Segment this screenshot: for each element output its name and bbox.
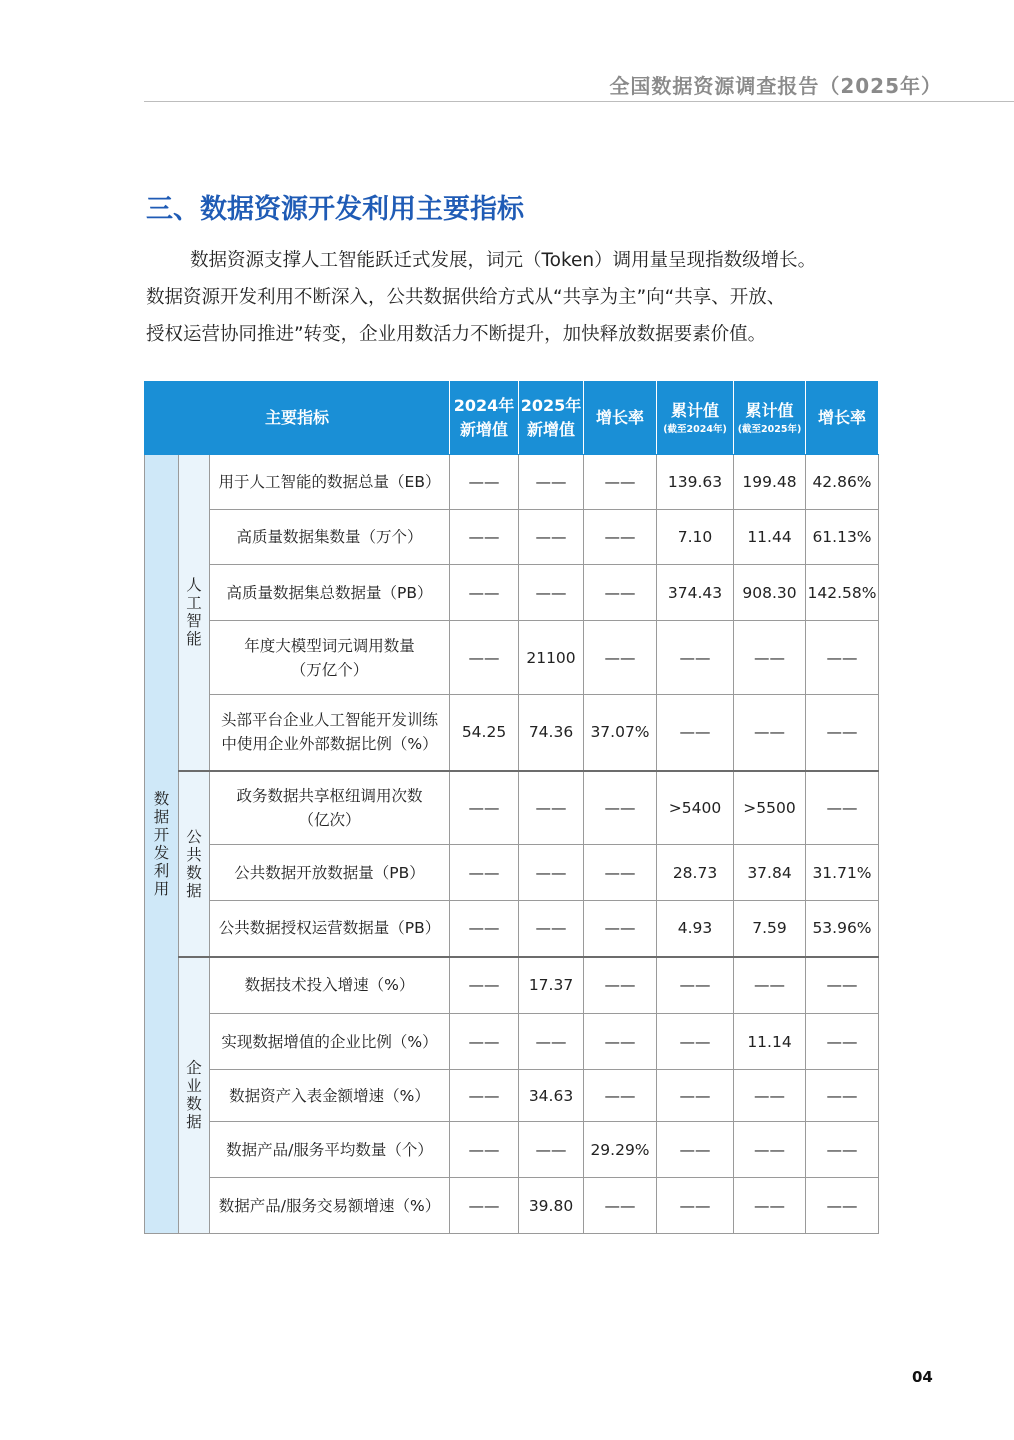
intro-line-2: 数据资源开发利用不断深入，公共数据供给方式从“共享为主”向“共享、开放、 (146, 287, 786, 308)
cell-growth-1: —— (584, 771, 657, 845)
cell-growth-1: —— (584, 455, 657, 510)
cell-cum-2025: 37.84 (734, 845, 806, 901)
cell-2024-new: —— (450, 565, 519, 621)
cell-2024-new: —— (450, 771, 519, 845)
table-row (145, 1178, 879, 1234)
cell-growth-1: —— (584, 1178, 657, 1234)
table-row (145, 565, 879, 621)
cell-cum-2024: 28.73 (657, 845, 734, 901)
cell-growth-1: 37.07% (584, 695, 657, 771)
header-2025-new (519, 382, 584, 455)
cell-2025-new: 39.80 (519, 1178, 584, 1234)
cell-cum-2025: —— (734, 621, 806, 695)
cell-2025-new: 74.36 (519, 695, 584, 771)
cell-growth-2: —— (806, 1122, 879, 1178)
cell-growth-1: —— (584, 510, 657, 565)
indicator-name: 数据产品/服务交易额增速（%） (210, 1178, 450, 1234)
cell-cum-2024: —— (657, 1070, 734, 1122)
cell-growth-2: —— (806, 695, 879, 771)
cell-cum-2024: —— (657, 957, 734, 1014)
cell-2024-new: 54.25 (450, 695, 519, 771)
cell-growth-2: 53.96% (806, 901, 879, 957)
section-title: 三、数据资源开发利用主要指标 (146, 194, 524, 225)
cell-growth-2: —— (806, 621, 879, 695)
cell-2025-new: —— (519, 845, 584, 901)
cell-growth-1: —— (584, 1070, 657, 1122)
cell-2024-new: —— (450, 455, 519, 510)
group-artificial-intelligence: 人工智能 (179, 455, 210, 771)
cell-cum-2024: —— (657, 1122, 734, 1178)
cell-cum-2024: —— (657, 1178, 734, 1234)
cell-cum-2025: >5500 (734, 771, 806, 845)
indicator-name: 数据技术投入增速（%） (210, 957, 450, 1014)
header-cumulative-2024 (657, 382, 734, 455)
table-row (145, 695, 879, 771)
indicators-table (144, 381, 879, 1234)
cell-2024-new: —— (450, 510, 519, 565)
header-2025-new-year: 2025年 (520, 396, 582, 415)
cell-cum-2024: —— (657, 1014, 734, 1070)
cell-2025-new: —— (519, 1014, 584, 1070)
cell-growth-1: —— (584, 901, 657, 957)
cell-cum-2025: —— (734, 1178, 806, 1234)
cell-2024-new: —— (450, 1178, 519, 1234)
cell-growth-1: —— (584, 957, 657, 1014)
cell-2024-new: —— (450, 1070, 519, 1122)
cell-2025-new: —— (519, 771, 584, 845)
cell-2025-new: —— (519, 510, 584, 565)
header-2024-new-label: 新增值 (459, 420, 508, 439)
cell-2024-new: —— (450, 1122, 519, 1178)
cell-cum-2024: 7.10 (657, 510, 734, 565)
indicator-name: 年度大模型词元调用数量 （万亿个） (210, 621, 450, 695)
cell-2025-new: 34.63 (519, 1070, 584, 1122)
cell-growth-2: —— (806, 1178, 879, 1234)
cell-growth-2: —— (806, 1070, 879, 1122)
cell-2024-new: —— (450, 621, 519, 695)
cell-growth-2: —— (806, 771, 879, 845)
cell-cum-2025: —— (734, 1070, 806, 1122)
indicator-name: 数据产品/服务平均数量（个） (210, 1122, 450, 1178)
cell-cum-2025: —— (734, 695, 806, 771)
cell-growth-2: 142.58% (806, 565, 879, 621)
cell-growth-2: 42.86% (806, 455, 879, 510)
cell-2024-new: —— (450, 845, 519, 901)
group-enterprise-data: 企业数据 (179, 957, 210, 1234)
table-row (145, 1014, 879, 1070)
table-row (145, 1122, 879, 1178)
cell-cum-2025: —— (734, 957, 806, 1014)
table-row (145, 1070, 879, 1122)
header-growth-rate-1: 增长率 (584, 382, 657, 455)
table-row (145, 510, 879, 565)
page-number: 04 (912, 1368, 933, 1386)
header-2025-new-label: 新增值 (526, 420, 575, 439)
cell-cum-2025: 199.48 (734, 455, 806, 510)
header-cumulative-2025-label: 累计值 (745, 401, 794, 420)
cell-2024-new: —— (450, 901, 519, 957)
indicator-name: 实现数据增值的企业比例（%） (210, 1014, 450, 1070)
cell-growth-1: —— (584, 845, 657, 901)
header-cumulative-2024-note: (截至2024年) (663, 424, 727, 435)
cell-2024-new: —— (450, 1014, 519, 1070)
header-cumulative-2025-note: (截至2025年) (737, 424, 802, 435)
indicator-name: 高质量数据集数量（万个） (210, 510, 450, 565)
cell-growth-1: 29.29% (584, 1122, 657, 1178)
cell-cum-2025: 7.59 (734, 901, 806, 957)
table-header-row (145, 382, 879, 455)
cell-growth-2: 61.13% (806, 510, 879, 565)
cell-growth-2: —— (806, 957, 879, 1014)
cell-growth-2: 31.71% (806, 845, 879, 901)
cell-cum-2025: 908.30 (734, 565, 806, 621)
table-row (145, 455, 879, 510)
intro-line-3: 授权运营协同推进”转变，企业用数活力不断提升，加快释放数据要素价值。 (146, 324, 767, 345)
cell-cum-2024: 374.43 (657, 565, 734, 621)
cell-2025-new: 17.37 (519, 957, 584, 1014)
cell-cum-2025: —— (734, 1122, 806, 1178)
cell-cum-2024: >5400 (657, 771, 734, 845)
table-row (145, 621, 879, 695)
report-header-title: 全国数据资源调查报告（2025年） (609, 74, 942, 98)
group-public-data: 公共数据 (179, 771, 210, 957)
cell-growth-1: —— (584, 565, 657, 621)
cell-cum-2024: —— (657, 695, 734, 771)
indicator-name: 用于人工智能的数据总量（EB） (210, 455, 450, 510)
table-row (145, 901, 879, 957)
cell-cum-2025: 11.44 (734, 510, 806, 565)
cell-growth-2: —— (806, 1014, 879, 1070)
header-2024-new-year: 2024年 (453, 396, 515, 415)
intro-paragraph (146, 242, 872, 353)
cell-2025-new: —— (519, 455, 584, 510)
indicator-name: 政务数据共享枢纽调用次数 （亿次） (210, 771, 450, 845)
cell-cum-2024: —— (657, 621, 734, 695)
header-cumulative-2024-label: 累计值 (670, 401, 719, 420)
header-cumulative-2025 (734, 382, 806, 455)
indicator-name: 公共数据开放数据量（PB） (210, 845, 450, 901)
table-row (145, 845, 879, 901)
indicator-name: 高质量数据集总数据量（PB） (210, 565, 450, 621)
header-2024-new (450, 382, 519, 455)
indicator-name: 头部平台企业人工智能开发训练 中使用企业外部数据比例（%） (210, 695, 450, 771)
cell-2025-new: —— (519, 901, 584, 957)
indicator-name: 公共数据授权运营数据量（PB） (210, 901, 450, 957)
cell-2024-new: —— (450, 957, 519, 1014)
cell-growth-1: —— (584, 1014, 657, 1070)
cell-cum-2025: 11.14 (734, 1014, 806, 1070)
header-main-indicator: 主要指标 (145, 382, 450, 455)
table-row (145, 771, 879, 845)
cell-growth-1: —— (584, 621, 657, 695)
header-growth-rate-2: 增长率 (806, 382, 879, 455)
header-divider (144, 101, 1014, 102)
category-data-development: 数据开发利用 (145, 455, 179, 1234)
cell-cum-2024: 139.63 (657, 455, 734, 510)
cell-2025-new: 21100 (519, 621, 584, 695)
cell-2025-new: —— (519, 1122, 584, 1178)
intro-line-1: 数据资源支撑人工智能跃迁式发展，词元（Token）调用量呈现指数级增长。 (190, 250, 817, 271)
cell-2025-new: —— (519, 565, 584, 621)
table-row (145, 957, 879, 1014)
cell-cum-2024: 4.93 (657, 901, 734, 957)
indicator-name: 数据资产入表金额增速（%） (210, 1070, 450, 1122)
